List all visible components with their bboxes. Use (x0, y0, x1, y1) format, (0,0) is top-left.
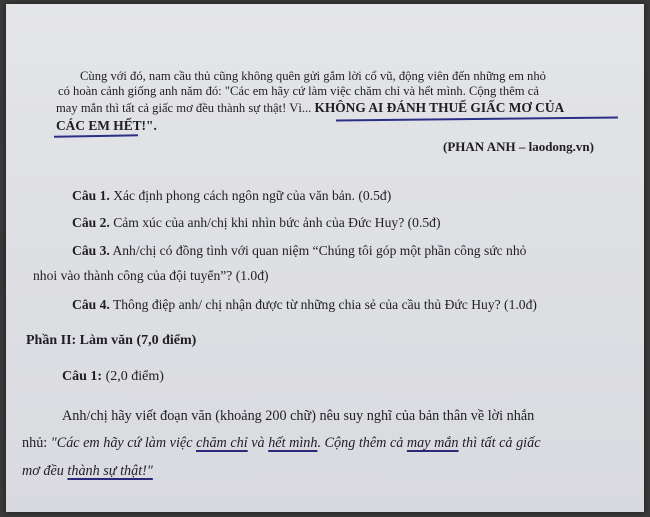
passage-line-3 (56, 99, 564, 117)
handwritten-underline-2 (54, 134, 138, 137)
essay-prompt-line-3 (22, 463, 153, 480)
essay-prompt-prefix: nhủ: (22, 435, 48, 451)
quote-luck: may mắn (406, 435, 459, 451)
quote-part-g: thì tất cả giấc (458, 435, 541, 451)
question-2 (72, 214, 440, 231)
source-citation: (PHAN ANH – laodong.vn) (443, 139, 594, 154)
passage-line-4: CÁC EM HẾT!". (56, 118, 157, 133)
question-4-label: Câu 4. (72, 297, 110, 312)
question-3-label: Câu 3. (72, 243, 110, 258)
handwritten-underline-1 (336, 117, 618, 122)
quote-part-c: và (247, 435, 269, 451)
essay-prompt-line-2 (22, 435, 541, 452)
passage-highlight: KHÔNG AI ĐÁNH THUẾ GIẤC MƠ CỦA (314, 100, 565, 115)
question-1 (72, 187, 391, 204)
part-2-question-1-points: (2,0 điểm) (105, 369, 164, 384)
part-2-question-1 (62, 368, 164, 385)
part-2-question-1-label: Câu 1: (62, 369, 103, 384)
question-3-text: Anh/chị có đồng tình với quan niệm “Chúng tôi góp một phần công sức nhỏ (112, 243, 527, 258)
quote-hardworking: chăm chỉ (196, 435, 248, 451)
quote-part-a: "Các em hãy cứ làm việc (50, 435, 197, 451)
question-4-text: Thông điệp anh/ chị nhận được từ những chia sẻ của cầu thủ Đức Huy? (1.0đ) (112, 297, 537, 312)
question-3 (72, 242, 526, 259)
question-1-label: Câu 1. (72, 188, 110, 203)
question-2-text: Cảm xúc của anh/chị khi nhìn bức ảnh của Đức Huy? (0.5đ) (113, 215, 441, 230)
part-2-heading: Phần II: Làm văn (7,0 điểm) (26, 333, 197, 348)
passage-line-3-text: may mắn thì tất cả giấc mơ đều thành sự thật! Vì... (56, 101, 312, 115)
exam-paper (6, 4, 644, 512)
passage-line-1: Cùng với đó, nam cầu thủ cũng không quên gửi gắm lời cổ vũ, động viên đến những em nhỏ (80, 69, 546, 83)
question-1-text: Xác định phong cách ngôn ngữ của văn bản. (0.5đ) (113, 188, 392, 203)
quote-come-true: thành sự thật!" (67, 463, 153, 479)
passage-line-2: có hoàn cảnh giống anh năm đó: "Các em hãy cứ làm việc chăm chỉ và hết mình. Cộng thêm cả (58, 84, 539, 98)
question-3-continued: nhoi vào thành công của đội tuyển”? (1.0đ) (33, 268, 269, 283)
quote-part-h: mơ đều (22, 463, 68, 479)
question-4 (72, 296, 537, 313)
question-2-label: Câu 2. (72, 215, 110, 230)
quote-wholehearted: hết mình (268, 435, 318, 451)
essay-prompt-line-1: Anh/chị hãy viết đoạn văn (khoảng 200 chữ) nêu suy nghĩ của bản thân về lời nhắn (62, 408, 535, 424)
quote-part-e: . Cộng thêm cả (317, 435, 407, 451)
